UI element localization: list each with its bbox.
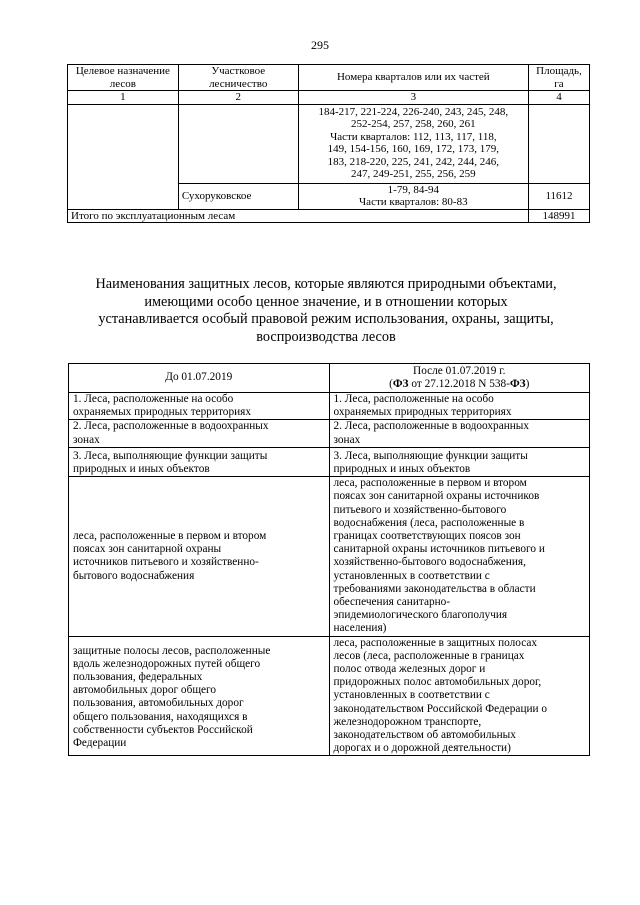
total-row — [68, 209, 590, 223]
after-cell: 1. Леса, расположенные на особо охраняемых природных территориях — [329, 393, 590, 420]
before-cell: леса, расположенные в первом и втором поясах зон санитарной охраны источников питьевого и хозяйственно- бытового водоснабжения — [69, 477, 330, 636]
after-cell: леса, расположенные в первом и втором поясах зон санитарной охраны источников питьевого и хозяйственно-бытового водоснабжения (леса, расположенные в границах соответствующих поясов зон санитарной охраны источников питьевого и хозяйственно-бытового водоснабжения, установленных в соответствии с требованиями законодательства в области обеспечения санитарно- эпидемиологического благополучия населения) — [329, 477, 590, 636]
quarters-cell: 1-79, 84-94 Части кварталов: 80-83 — [298, 183, 528, 209]
header-area: Площадь, га — [529, 65, 590, 91]
header-purpose: Целевое назначение лесов — [68, 65, 179, 91]
col-number: 2 — [178, 91, 298, 105]
purpose-cell — [68, 104, 179, 209]
before-cell: 1. Леса, расположенные на особо охраняемых природных территориях — [69, 393, 330, 420]
after-cell: леса, расположенные в защитных полосах лесов (леса, расположенные в границах полос отвода железных дорог и придорожных полос автомобильных дорог, установленных в соответствии с законодательством Российской Федерации о железнодорожном транспорте, законодательством об автомобильных дорогах и о дорожной деятельности) — [329, 636, 590, 756]
table-row — [69, 477, 590, 636]
quarters-cell: 184-217, 221-224, 226-240, 243, 245, 248, 252-254, 257, 258, 260, 261 Части кварталов: 112, 113, 117, 118, 149, 154-156, 160, 169, 172, 173, 179, 183, 218-220, 225, 241, 242, 244, 246, 247, 249-251, 255, 256, 259 — [298, 104, 528, 183]
total-value: 148991 — [529, 209, 590, 223]
column-number-row — [68, 91, 590, 105]
protective-forests-table — [68, 363, 590, 756]
header-forestry: Участковое лесничество — [178, 65, 298, 91]
header-after: После 01.07.2019 г. (ФЗ от 27.12.2018 N 538-ФЗ) — [329, 364, 590, 393]
col-number: 4 — [529, 91, 590, 105]
total-label: Итого по эксплуатационным лесам — [68, 209, 529, 223]
col-number: 3 — [298, 91, 528, 105]
table-row — [69, 447, 590, 476]
header-before: До 01.07.2019 — [69, 364, 330, 393]
col-number: 1 — [68, 91, 179, 105]
area-cell — [529, 104, 590, 183]
before-cell: защитные полосы лесов, расположенные вдоль железнодорожных путей общего пользования, федеральных автомобильных дорог общего пользования, автомобильных дорог общего пользования, находящихся в собственности субъектов Российской Федерации — [69, 636, 330, 756]
before-cell: 2. Леса, расположенные в водоохранных зонах — [69, 420, 330, 447]
forestry-cell: Сухоруковское — [178, 183, 298, 209]
forest-quarters-table — [67, 64, 590, 223]
after-cell: 2. Леса, расположенные в водоохранных зонах — [329, 420, 590, 447]
table-row — [68, 104, 590, 183]
header-quarters: Номера кварталов или их частей — [298, 65, 528, 91]
table-row — [69, 393, 590, 420]
table-header-row — [69, 364, 590, 393]
table-header-row — [68, 65, 590, 91]
after-cell: 3. Леса, выполняющие функции защиты природных и иных объектов — [329, 447, 590, 476]
area-cell: 11612 — [529, 183, 590, 209]
page-number: 295 — [311, 38, 329, 52]
table-row — [69, 636, 590, 756]
forestry-cell — [178, 104, 298, 183]
before-cell: 3. Леса, выполняющие функции защиты природных и иных объектов — [69, 447, 330, 476]
section-heading: Наименования защитных лесов, которые являются природными объектами, имеющими особо ценное значение, и в отношении которых устанавливается особый правовой режим использования, охраны, защиты, воспроизводства лесов — [95, 276, 557, 345]
table-row — [69, 420, 590, 447]
